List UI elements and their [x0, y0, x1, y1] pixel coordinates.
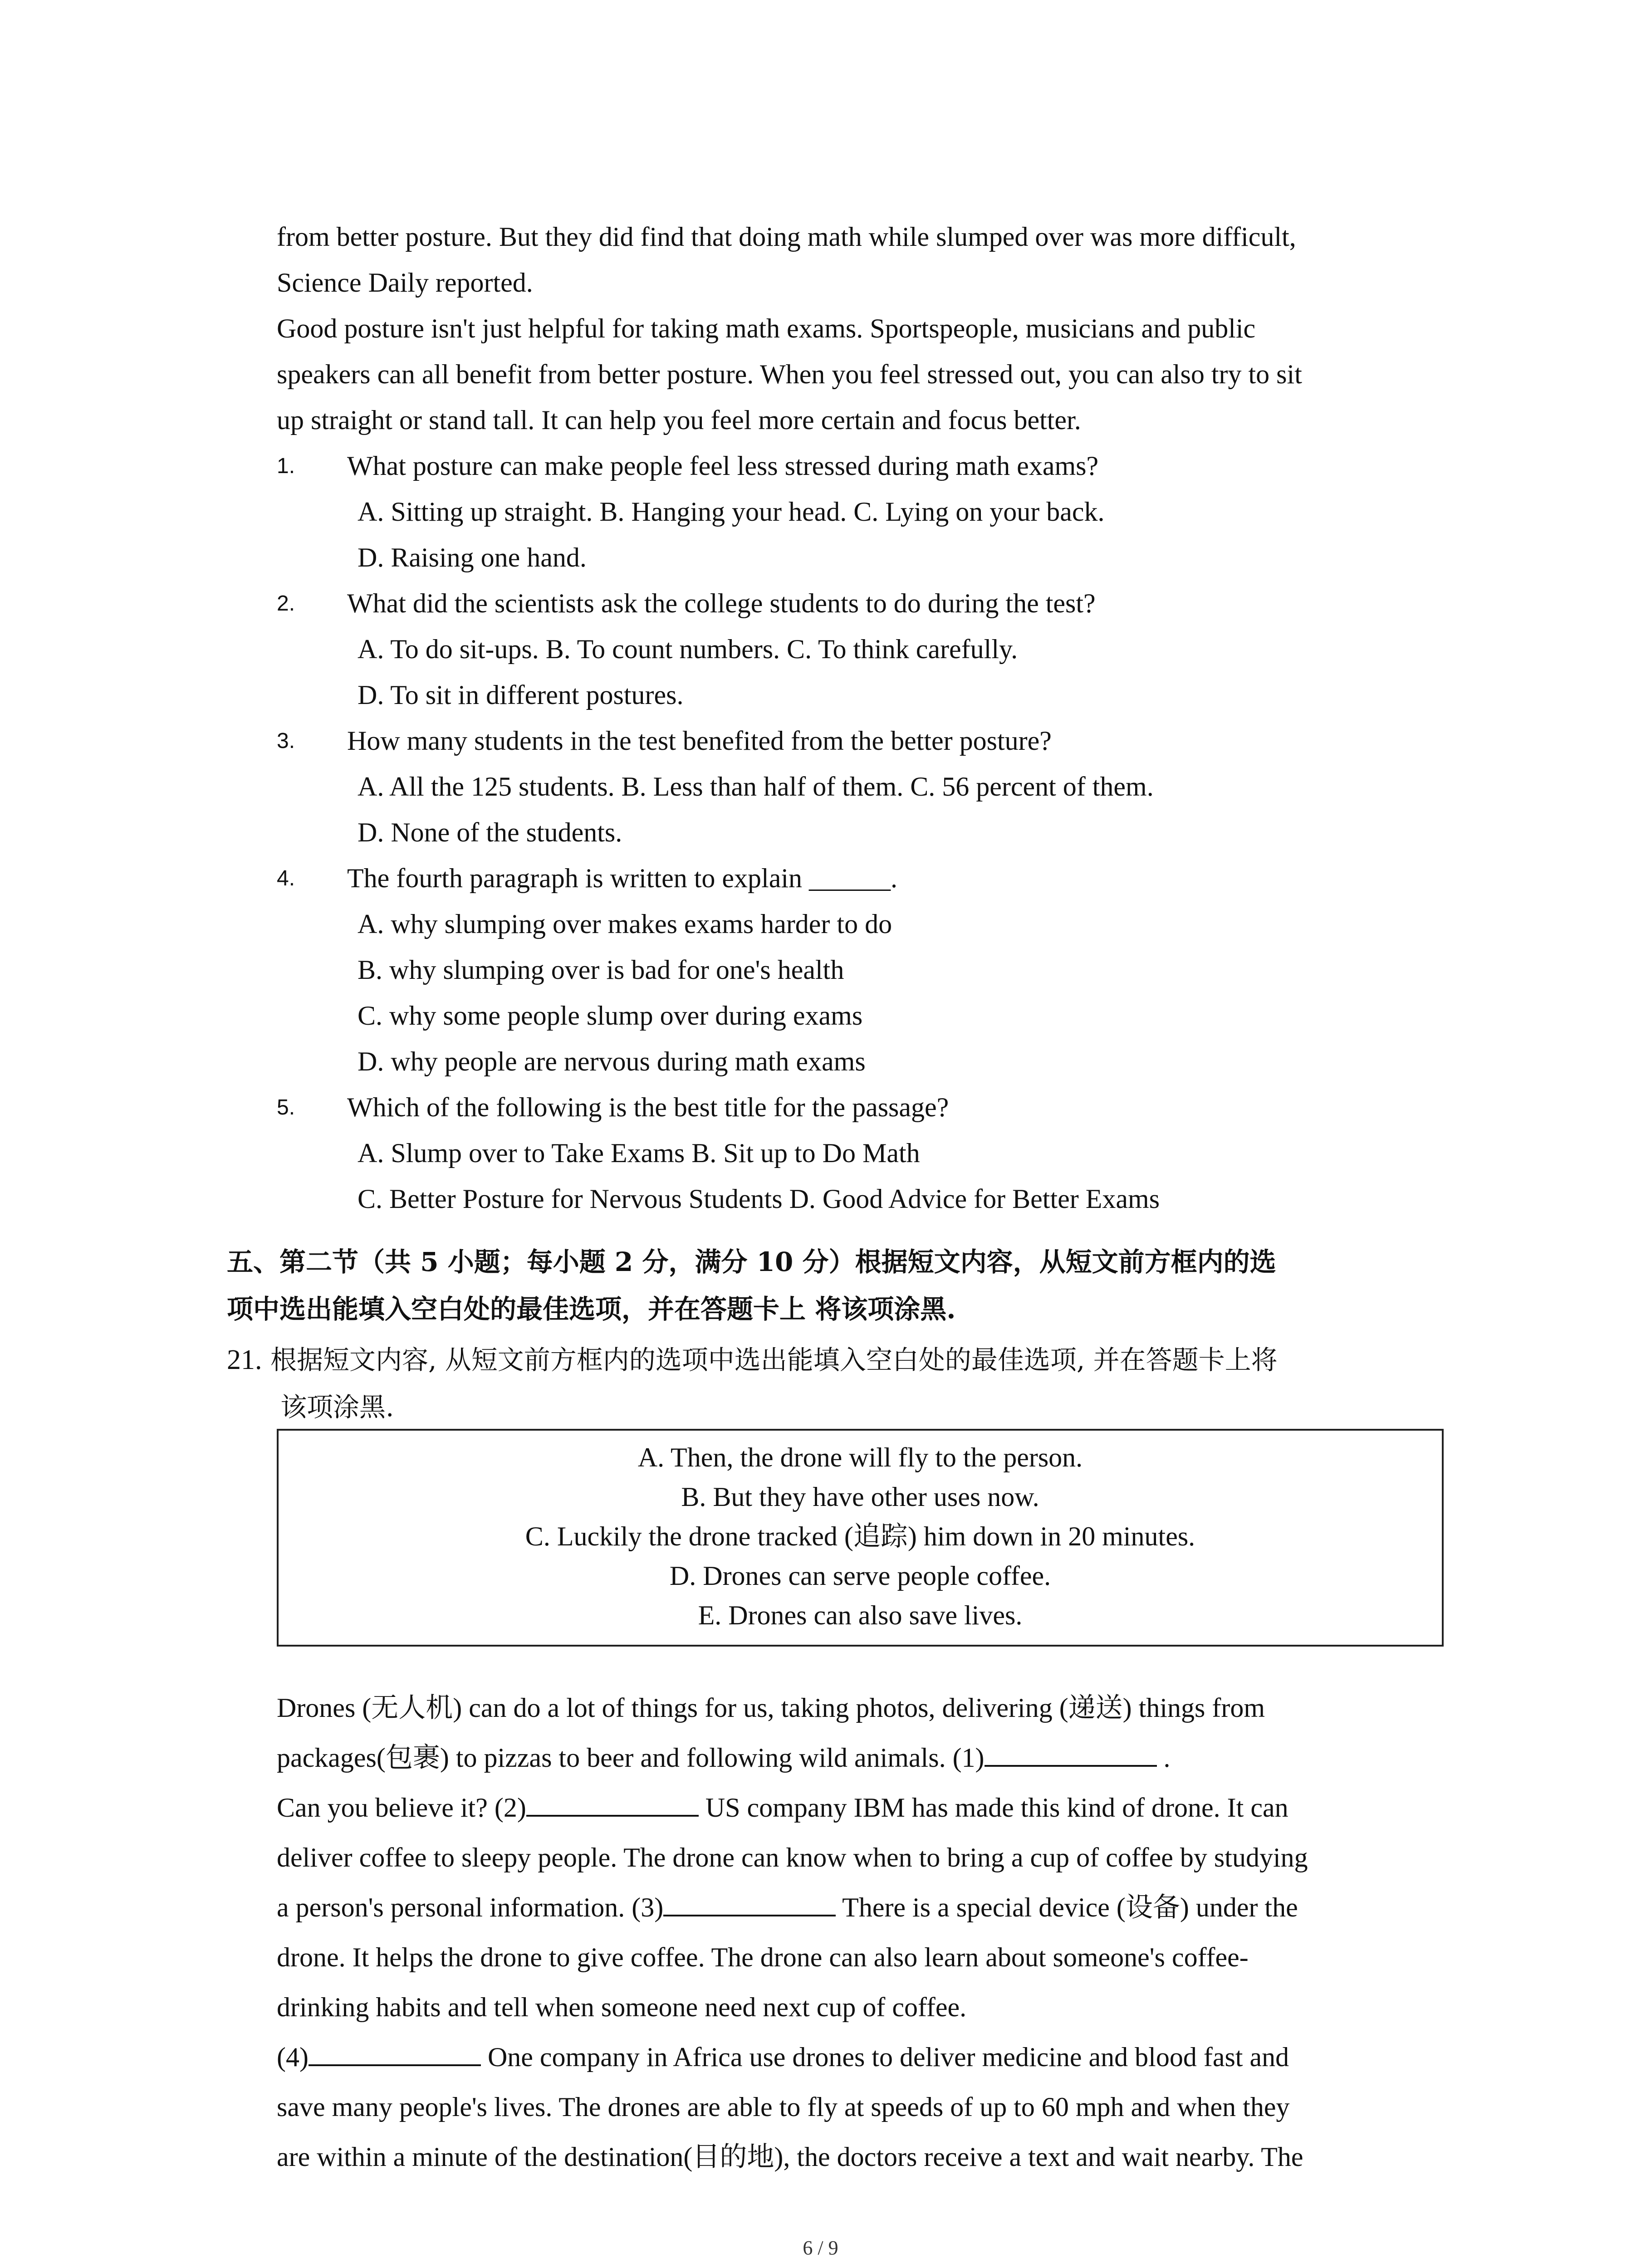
box-option: D. Drones can serve people coffee. [669, 1561, 1051, 1591]
section-heading [227, 1238, 1452, 1333]
question-list [277, 443, 1456, 1222]
intro-line: Science Daily reported. [277, 268, 533, 298]
passage-line: save many people's lives. The drones are able to fly at speeds of up to 60 mph and when they [277, 2092, 1290, 2122]
question-1 [277, 443, 1456, 581]
instruction-text: 该项涂黑. [280, 1392, 394, 1422]
passage-line: Can you believe it? (2) US company IBM has made this kind of drone. It can [277, 1785, 1479, 1835]
box-option: C. Luckily the drone tracked (追踪) him down in 20 minutes. [525, 1521, 1195, 1551]
question-number: 2. [277, 591, 295, 616]
section-heading-line: 五、第二节（共 5 小题；每小题 2 分，满分 10 分）根据短文内容，从短文前方框内的选 [227, 1246, 1276, 1277]
option-line: C. Better Posture for Nervous Students D. Good Advice for Better Exams [358, 1184, 1160, 1214]
intro-line: up straight or stand tall. It can help you feel more certain and focus better. [277, 405, 1081, 435]
question-number: 1. [277, 454, 295, 478]
option-line: A. All the 125 students. B. Less than half of them. C. 56 percent of them. [358, 772, 1154, 802]
passage-line: are within a minute of the destination(目的地), the doctors receive a text and wait nearby. The [277, 2142, 1303, 2172]
option-line: D. why people are nervous during math exams [358, 1046, 866, 1076]
passage-line: a person's personal information. (3) There is a special device (设备) under the [277, 1885, 1479, 1935]
question-number: 5. [277, 1095, 295, 1119]
question-5 [277, 1085, 1456, 1222]
question-3 [277, 718, 1456, 855]
options-box [277, 1429, 1444, 1647]
question-text: Which of the following is the best title for the passage? [347, 1092, 949, 1122]
blank-2[interactable] [526, 1787, 699, 1817]
intro-line: speakers can all benefit from better posture. When you feel stressed out, you can also try to sit [277, 359, 1302, 389]
option-line: A. Slump over to Take Exams B. Sit up to Do Math [358, 1138, 920, 1168]
section-heading-line: 项中选出能填入空白处的最佳选项，并在答题卡上 将该项涂黑. [227, 1294, 956, 1325]
passage-line: Drones (无人机) can do a lot of things for us, taking photos, delivering (递送) things from [277, 1693, 1265, 1723]
passage-line: (4) One company in Africa use drones to deliver medicine and blood fast and [277, 2034, 1479, 2084]
passage [277, 1685, 1479, 2184]
instruction [227, 1336, 1461, 1431]
option-line: A. why slumping over makes exams harder to do [358, 909, 892, 939]
passage-line: drinking habits and tell when someone need next cup of coffee. [277, 1992, 967, 2022]
option-line: D. To sit in different postures. [358, 680, 684, 710]
question-text: What posture can make people feel less stressed during math exams? [347, 451, 1099, 481]
instruction-number: 21. [227, 1344, 262, 1375]
intro-line: Good posture isn't just helpful for taking math exams. Sportspeople, musicians and public [277, 313, 1256, 343]
intro-line: from better posture. But they did find that doing math while slumped over was more difficult, [277, 222, 1296, 252]
question-2 [277, 581, 1456, 718]
question-text: The fourth paragraph is written to explain ______. [347, 863, 898, 893]
option-line: D. Raising one hand. [358, 543, 587, 572]
question-number: 3. [277, 729, 295, 753]
passage-line: deliver coffee to sleepy people. The drone can know when to bring a cup of coffee by studying [277, 1843, 1308, 1872]
blank-4[interactable] [309, 2036, 481, 2066]
box-option: E. Drones can also save lives. [698, 1600, 1023, 1630]
question-number: 4. [277, 866, 295, 890]
instruction-text: 根据短文内容, 从短文前方框内的选项中选出能填入空白处的最佳选项, 并在答题卡上将 [270, 1344, 1278, 1375]
passage-line: drone. It helps the drone to give coffee. The drone can also learn about someone's coffee- [277, 1942, 1249, 1972]
blank-3[interactable] [663, 1887, 836, 1916]
question-4 [277, 855, 1456, 1085]
question-text: How many students in the test benefited from the better posture? [347, 726, 1052, 756]
page-number: 6 / 9 [803, 2237, 838, 2259]
blank-1[interactable] [985, 1737, 1157, 1767]
box-option: A. Then, the drone will fly to the person. [637, 1442, 1083, 1472]
option-line: A. Sitting up straight. B. Hanging your head. C. Lying on your back. [358, 497, 1105, 527]
option-line: A. To do sit-ups. B. To count numbers. C. To think carefully. [358, 634, 1018, 664]
option-line: D. None of the students. [358, 817, 622, 847]
passage-line: packages(包裹) to pizzas to beer and following wild animals. (1) . [277, 1735, 1479, 1785]
question-text: What did the scientists ask the college students to do during the test? [347, 588, 1096, 618]
option-line: B. why slumping over is bad for one's health [358, 955, 844, 985]
intro-paragraph [277, 214, 1456, 443]
option-line: C. why some people slump over during exams [358, 1001, 863, 1031]
box-option: B. But they have other uses now. [681, 1482, 1039, 1512]
